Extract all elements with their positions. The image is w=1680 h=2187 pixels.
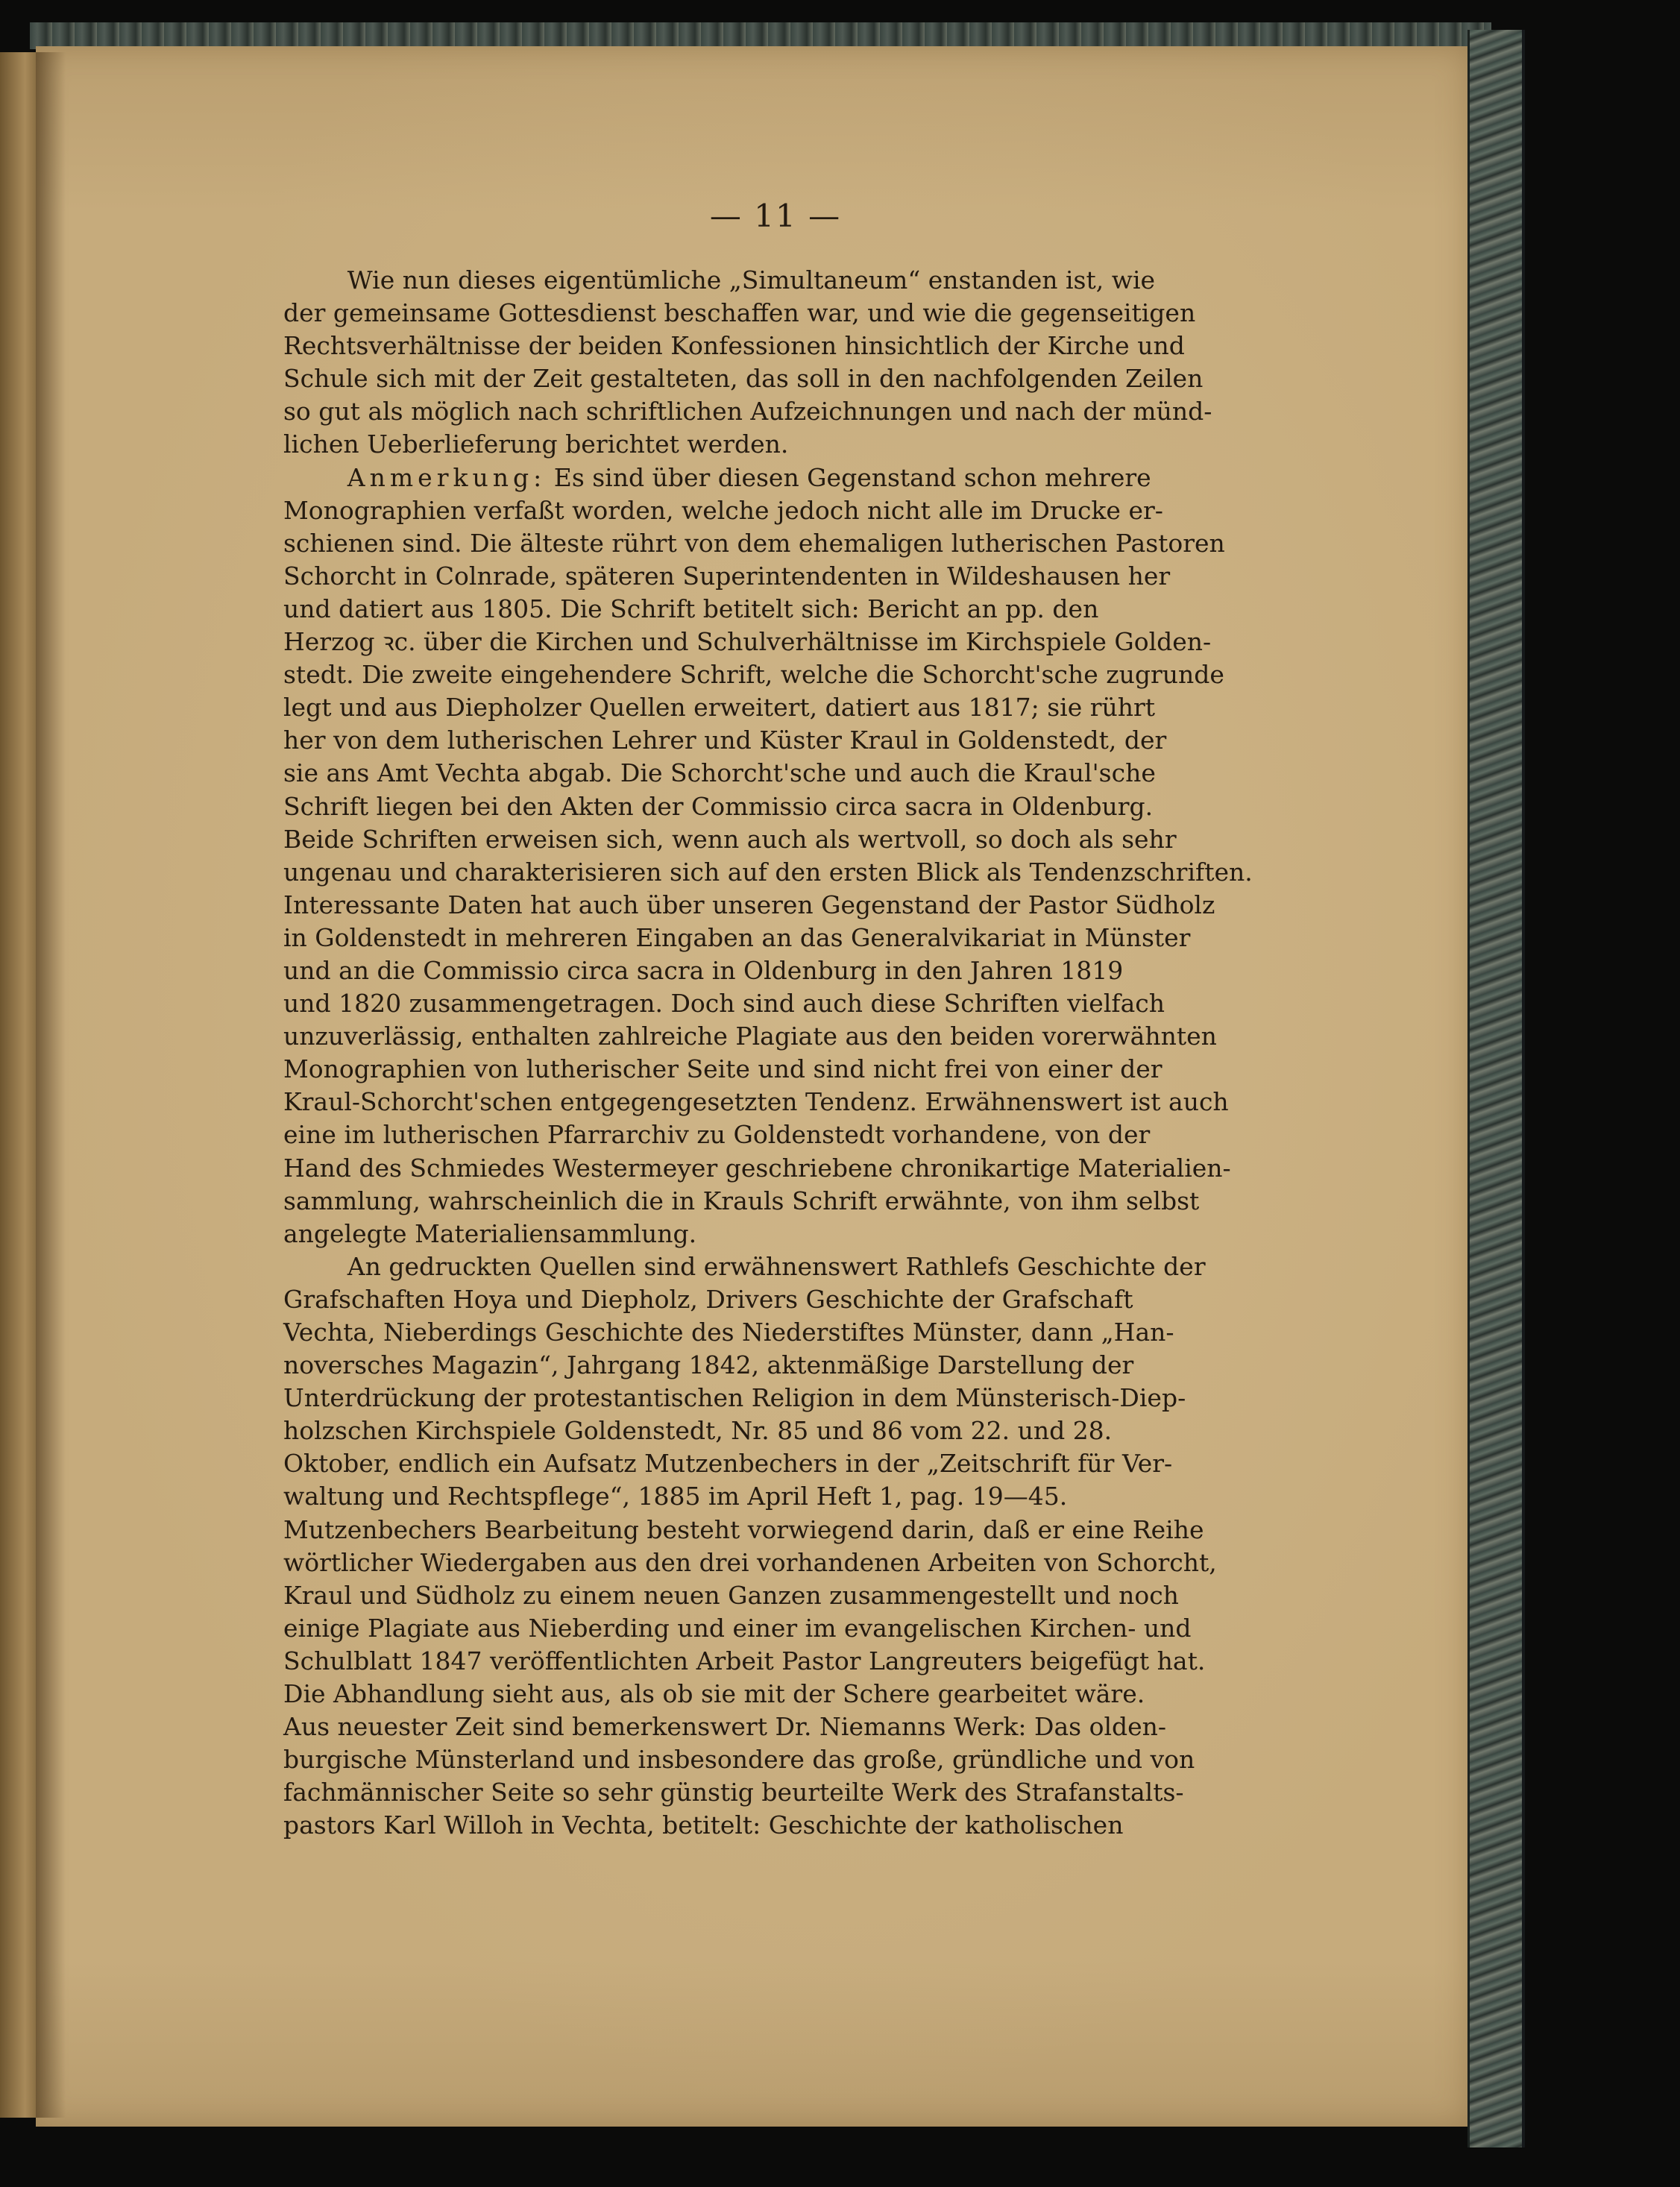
paragraph-intro bbox=[283, 264, 1268, 462]
paragraph-sources bbox=[283, 1250, 1268, 1843]
book-binding-top bbox=[30, 22, 1491, 49]
paragraph-sources-text: An gedruckten Quellen sind erwähnenswert Rathlefs Geschichte der Grafschaften Hoya und Diepholz, Drivers Geschichte der Grafschaft Vechta, Nieberdings Geschichte des Niederstiftes Münster, dann „Han- noversches Magazin“, Jahrgang 1842, aktenmäßige Darstellung der Unterdrückung der protestantischen Religion in dem Münsterisch-Diep- holzschen Kirchspiele Goldenstedt, Nr. 85 und 86 vom 22. und 28. Oktober, endlich ein Aufsatz Mutzenbechers in der „Zeitschrift für Ver- waltung und Rechtspflege“, 1885 im April Heft 1, pag. 19—45. Mutzenbechers Bearbeitung besteht vorwiegend darin, daß er eine Reihe wörtlicher Wiedergaben aus den drei vorhandenen Arbeiten von Schorcht, Kraul und Südholz zu einem neuen Ganzen zusammengestellt und noch einige Plagiate aus Nieberding und einer im evangelischen Kirchen- und Schulblatt 1847 veröffentlichten Arbeit Pastor Langreuters beigefügt hat. Die Abhandlung sieht aus, als ob sie mit der Schere gearbeitet wäre. Aus neuester Zeit sind bemerkenswert Dr. Niemanns Werk: Das olden- burgische Münsterland und insbesondere das große, gründliche und von fachmännischer Seite so sehr günstig beurteilte Werk des Strafanstalts- pastors Karl Willoh in Vechta, betitelt: Geschichte der katholischen bbox=[283, 1251, 1217, 1840]
paragraph-intro-text: Wie nun dieses eigentümliche „Simultaneum“ enstanden ist, wie der gemeinsame Gottesdienst beschaffen war, und wie die gegenseitigen Rechtsverhältnisse der beiden Konfessionen hinsichtlich der Kirche und Schule sich mit der Zeit gestalteten, das soll in den nachfolgenden Zeilen so gut als möglich nach schriftlichen Aufzeichnungen und nach der münd- lichen Ueberlieferung berichtet werden. bbox=[283, 265, 1212, 459]
spine-shadow bbox=[36, 52, 66, 2118]
left-page-edge bbox=[0, 52, 37, 2118]
page-number: — 11 — bbox=[709, 198, 842, 234]
paragraph-note-text: Es sind über diesen Gegenstand schon mehrere Monographien verfaßt worden, welche jedoch nicht alle im Drucke er- schienen sind. Die älteste rührt von dem ehemaligen lutherischen Pastoren Schorcht in Colnrade, späteren Superintendenten in Wildeshausen her und datiert aus 1805. Die Schrift betitelt sich: Bericht an pp. den Herzog ꝛc. über die Kirchen und Schulverhältnisse im Kirchspiele Golden- stedt. Die zweite eingehendere Schrift, welche die Schorcht'sche zugrunde legt und aus Diepholzer Quellen erweitert, datiert aus 1817; sie rührt her von dem lutherischen Lehrer und Küster Kraul in Goldenstedt, der sie ans Amt Vechta abgab. Die Schorcht'sche und auch die Kraul'sche Schrift liegen bei den Akten der Commissio circa sacra in Oldenburg. Beide Schriften erweisen sich, wenn auch als wertvoll, so doch als sehr ungenau und charakterisieren sich auf den ersten Blick als Tendenzschriften. Interessante Daten hat auch über unseren Gegenstand der Pastor Südholz in Goldenstedt in mehreren Eingaben an das Generalvikariat in Münster und an die Commissio circa sacra in Oldenburg in den Jahren 1819 und 1820 zusammengetragen. Doch sind auch diese Schriften vielfach unzuverlässig, enthalten zahlreiche Plagiate aus den beiden vorerwähnten Monographien von lutherischer Seite und sind nicht frei von einer der Kraul-Schorcht'schen entgegengesetzten Tendenz. Erwähnenswert ist auch eine im lutherischen Pfarrarchiv zu Goldenstedt vorhandene, von der Hand des Schmiedes Westermeyer geschriebene chronikartige Materialien- sammlung, wahrscheinlich die in Krauls Schrift erwähnte, von ihm selbst angelegte Materialiensammlung. bbox=[283, 462, 1253, 1248]
marbled-cover-edge bbox=[1467, 30, 1525, 2147]
page-text-block bbox=[283, 198, 1268, 1843]
note-label: Anmerkung: bbox=[347, 462, 547, 492]
paragraph-note bbox=[283, 462, 1268, 1250]
